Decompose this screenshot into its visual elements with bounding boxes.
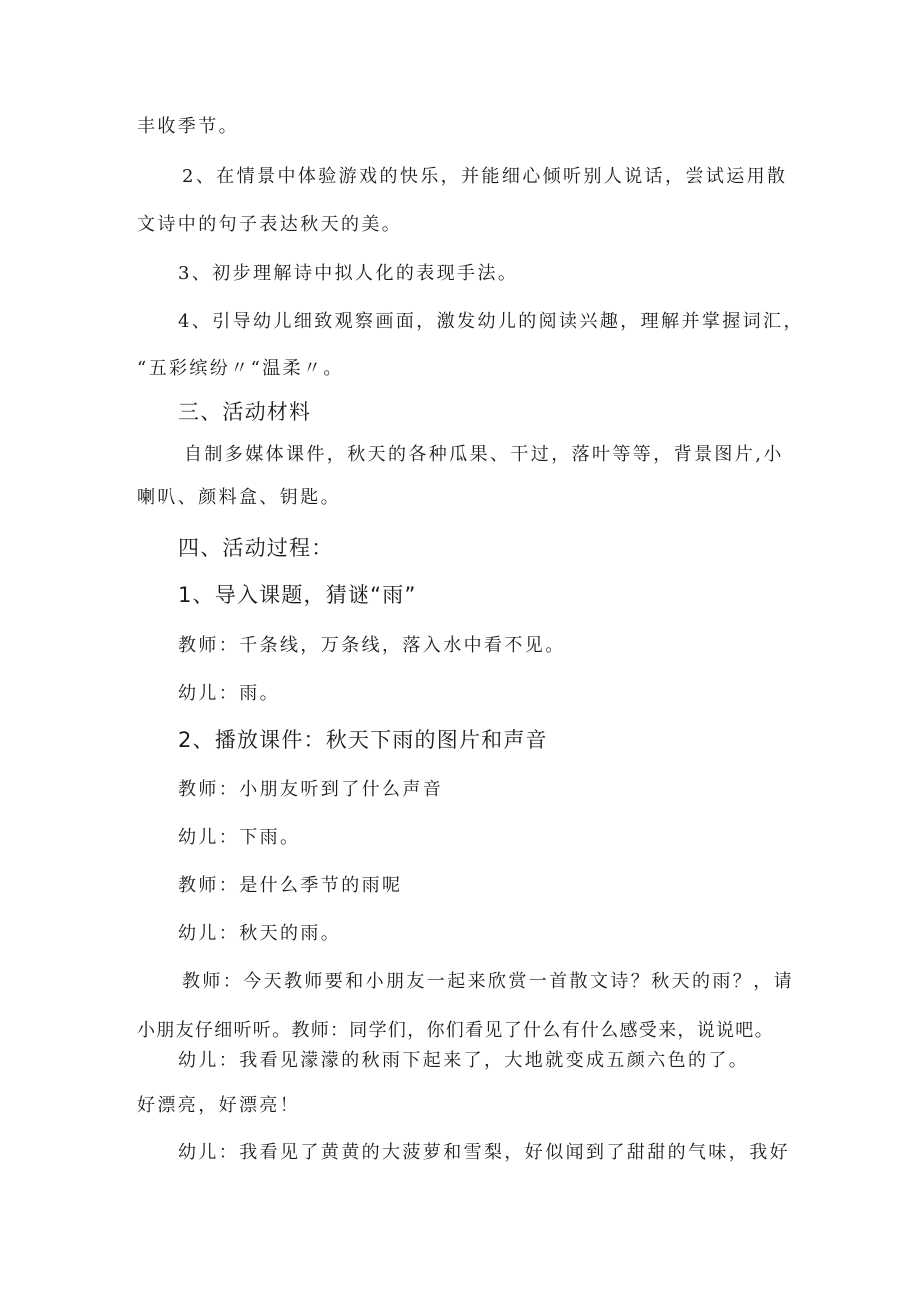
- dialogue-line: 教师：小朋友听到了什么声音: [178, 779, 444, 800]
- objective-3-line: 3、初步理解诗中拟人化的表现手法。: [178, 263, 519, 284]
- step-2-heading: 2、播放课件：秋天下雨的图片和声音: [178, 728, 548, 752]
- objective-4-continuation: “五彩缤纷〃“温柔〃。: [137, 358, 344, 379]
- paragraph-line: 丰收季节。: [137, 116, 239, 137]
- objective-4-line: 4、引导幼儿细致观察画面，激发幼儿的阅读兴趣，理解并掌握词汇，: [178, 311, 804, 332]
- dialogue-line: 幼儿：我看见濛濛的秋雨下起来了，大地就变成五颜六色的了。: [178, 1050, 750, 1071]
- objective-2-line: 2、在情景中体验游戏的快乐，并能细心倾听别人说话，尝试运用散: [182, 166, 788, 187]
- objective-2-continuation: 文诗中的句子表达秋天的美。: [137, 214, 403, 235]
- section-heading-process: 四、活动过程：: [178, 536, 334, 560]
- dialogue-line: 幼儿：我看见了黄黄的大菠萝和雪梨，好似闻到了甜甜的气味，我好: [178, 1142, 790, 1163]
- materials-continuation: 喇叭、颜料盒、钥匙。: [137, 487, 341, 508]
- section-heading-materials: 三、活动材料: [178, 400, 312, 424]
- dialogue-line: 教师：是什么季节的雨呢: [178, 875, 403, 896]
- dialogue-continuation: 小朋友仔细听听。教师：同学们，你们看见了什么有什么感受来，说说吧。: [137, 1020, 774, 1041]
- dialogue-line: 幼儿：下雨。: [178, 827, 301, 848]
- materials-line: 自制多媒体课件，秋天的各种瓜果、干过，落叶等等，背景图片,小: [184, 444, 784, 465]
- dialogue-line: 幼儿：秋天的雨。: [178, 923, 342, 944]
- dialogue-line: 教师：千条线，万条线，落入水中看不见。: [178, 635, 566, 656]
- dialogue-line: 幼儿：雨。: [178, 683, 280, 704]
- dialogue-line: 教师：今天教师要和小朋友一起来欣赏一首散文诗？秋天的雨？，请: [182, 971, 794, 992]
- step-1-heading: 1、导入课题，猜谜“雨”: [178, 583, 417, 607]
- dialogue-continuation: 好漂亮，好漂亮！: [137, 1095, 301, 1116]
